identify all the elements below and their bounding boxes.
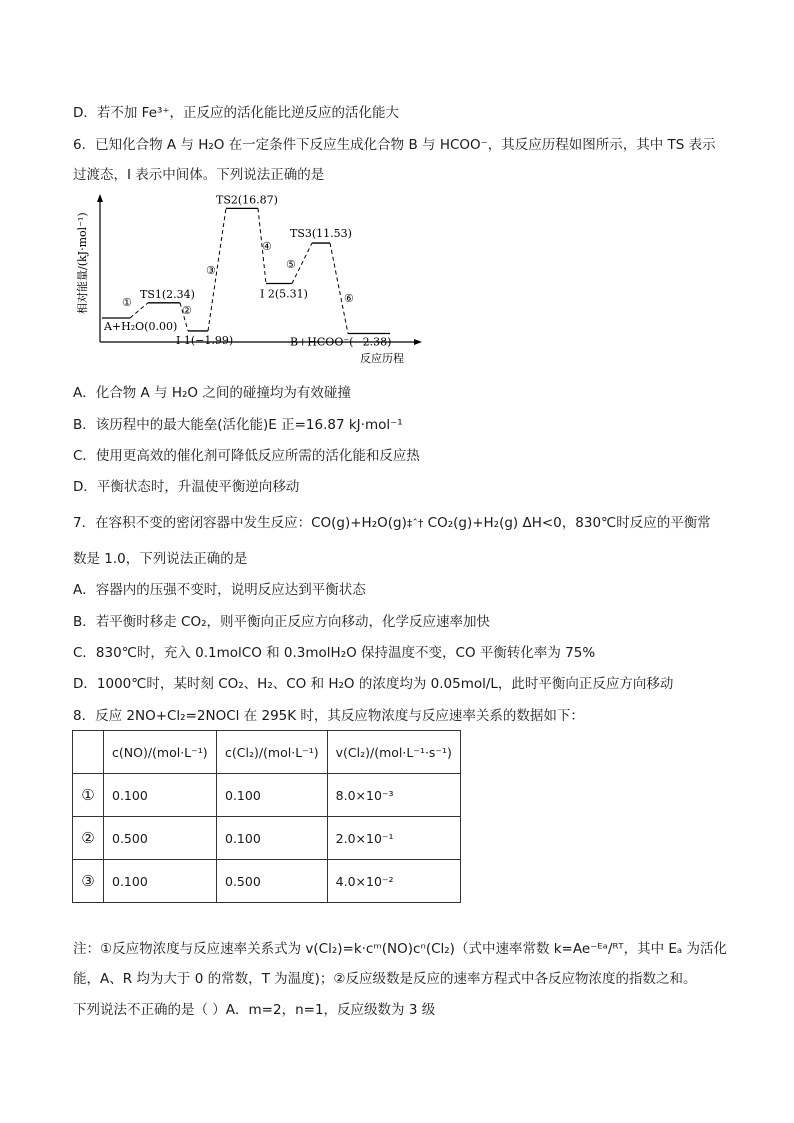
rate-data-table: [72, 730, 461, 903]
step-label: ①: [122, 296, 132, 309]
table-header-cell: v(Cl₂)/(mol·L⁻¹·s⁻¹): [327, 731, 460, 774]
table-header-row: [73, 731, 461, 774]
q7-stem-line2: 数是 1.0，下列说法正确的是: [73, 551, 248, 567]
table-cell: 2.0×10⁻¹: [327, 817, 460, 860]
table-cell: 0.100: [217, 817, 328, 860]
q6-option-b: B．该历程中的最大能垒(活化能)E 正=16.87 kJ·mol⁻¹: [73, 417, 403, 433]
y-axis-arrow: [97, 194, 103, 202]
table-cell: 0.100: [104, 860, 217, 903]
step-label: ④: [262, 240, 272, 253]
table-cell: 0.500: [217, 860, 328, 903]
q6-stem-line2: 过渡态，I 表示中间体。下列说法正确的是: [73, 167, 325, 183]
state-label: TS1(2.34): [140, 287, 195, 301]
step-label: ⑥: [344, 292, 354, 305]
q7-stem-line1: [73, 513, 711, 534]
q8-note-line1: 注：①反应物浓度与反应速率关系式为 v(Cl₂)=k·cᵐ(NO)cⁿ(Cl₂)（式中速率常数 k=Ae⁻ᴱᵃ/ᴿᵀ，其中 Eₐ 为活化: [73, 941, 727, 957]
energy-connector: [330, 243, 348, 333]
x-axis-label: 反应历程: [360, 352, 404, 365]
state-label: TS2(16.87): [216, 193, 278, 207]
q8-note-line2: 能，A、R 均为大于 0 的常数，T 为温度)；②反应级数是反应的速率方程式中各反应物浓度的指数之和。: [73, 971, 697, 987]
q8-stem: 8．反应 2NO+Cl₂=2NOCl 在 295K 时，其反应物浓度与反应速率关系的数据如下：: [73, 708, 584, 724]
q6-option-c: C．使用更高效的催化剂可降低反应所需的活化能和反应热: [73, 448, 420, 464]
table-cell: 0.100: [217, 774, 328, 817]
equilibrium-arrow: ‡ˆ†: [406, 517, 424, 530]
table-row: [73, 774, 461, 817]
table-row: [73, 817, 461, 860]
table-cell: 4.0×10⁻²: [327, 860, 460, 903]
q7-option-c: C．830℃时，充入 0.1molCO 和 0.3molH₂O 保持温度不变，CO 平衡转化率为 75%: [73, 645, 596, 661]
step-label: ⑤: [286, 258, 296, 271]
table-cell: ①: [73, 774, 104, 817]
y-axis-label: 相对能量/(kJ·mol⁻¹): [76, 212, 89, 314]
table-cell: 8.0×10⁻³: [327, 774, 460, 817]
step-label: ③: [206, 264, 216, 277]
state-label: A+H₂O(0.00): [104, 320, 178, 333]
table-header-cell: [73, 731, 104, 774]
q5-option-d: D．若不加 Fe³⁺，正反应的活化能比逆反应的活化能大: [73, 105, 400, 121]
table-row: [73, 860, 461, 903]
q6-option-d: D．平衡状态时，升温使平衡逆向移动: [73, 479, 300, 495]
step-label: ②: [182, 304, 192, 317]
state-label: I 2(5.31): [260, 287, 308, 301]
state-label: I 1(−1.99): [176, 333, 234, 347]
q7-option-d: D．1000℃时，某时刻 CO₂、H₂、CO 和 H₂O 的浓度均为 0.05mol/L，此时平衡向正反应方向移动: [73, 676, 674, 692]
table-cell: 0.100: [104, 774, 217, 817]
q7-stem-part1: 7．在容积不变的密闭容器中发生反应：CO(g)+H₂O(g): [73, 515, 407, 531]
energy-profile-diagram: [70, 190, 430, 370]
table-cell: ③: [73, 860, 104, 903]
q8-note-line3: 下列说法不正确的是（ ）A．m=2，n=1，反应级数为 3 级: [73, 1002, 436, 1018]
q6-option-a: A．化合物 A 与 H₂O 之间的碰撞均为有效碰撞: [73, 385, 351, 401]
energy-connector: [130, 303, 148, 318]
q7-stem-part2: CO₂(g)+H₂(g) ΔH<0，830℃时反应的平衡常: [423, 515, 711, 531]
table-cell: ②: [73, 817, 104, 860]
q6-stem-line1: 6．已知化合物 A 与 H₂O 在一定条件下反应生成化合物 B 与 HCOO⁻，其反应历程如图所示，其中 TS 表示: [73, 137, 716, 153]
table-cell: 0.500: [104, 817, 217, 860]
state-label: B+HCOO⁻(−2.38): [290, 335, 392, 349]
table-header-cell: c(Cl₂)/(mol·L⁻¹): [217, 731, 328, 774]
x-axis-arrow: [414, 339, 422, 345]
table-header-cell: c(NO)/(mol·L⁻¹): [104, 731, 217, 774]
q7-option-a: A．容器内的压强不变时，说明反应达到平衡状态: [73, 582, 366, 598]
state-label: TS3(11.53): [290, 227, 352, 241]
q7-option-b: B．若平衡时移走 CO₂，则平衡向正反应方向移动，化学反应速率加快: [73, 614, 491, 630]
